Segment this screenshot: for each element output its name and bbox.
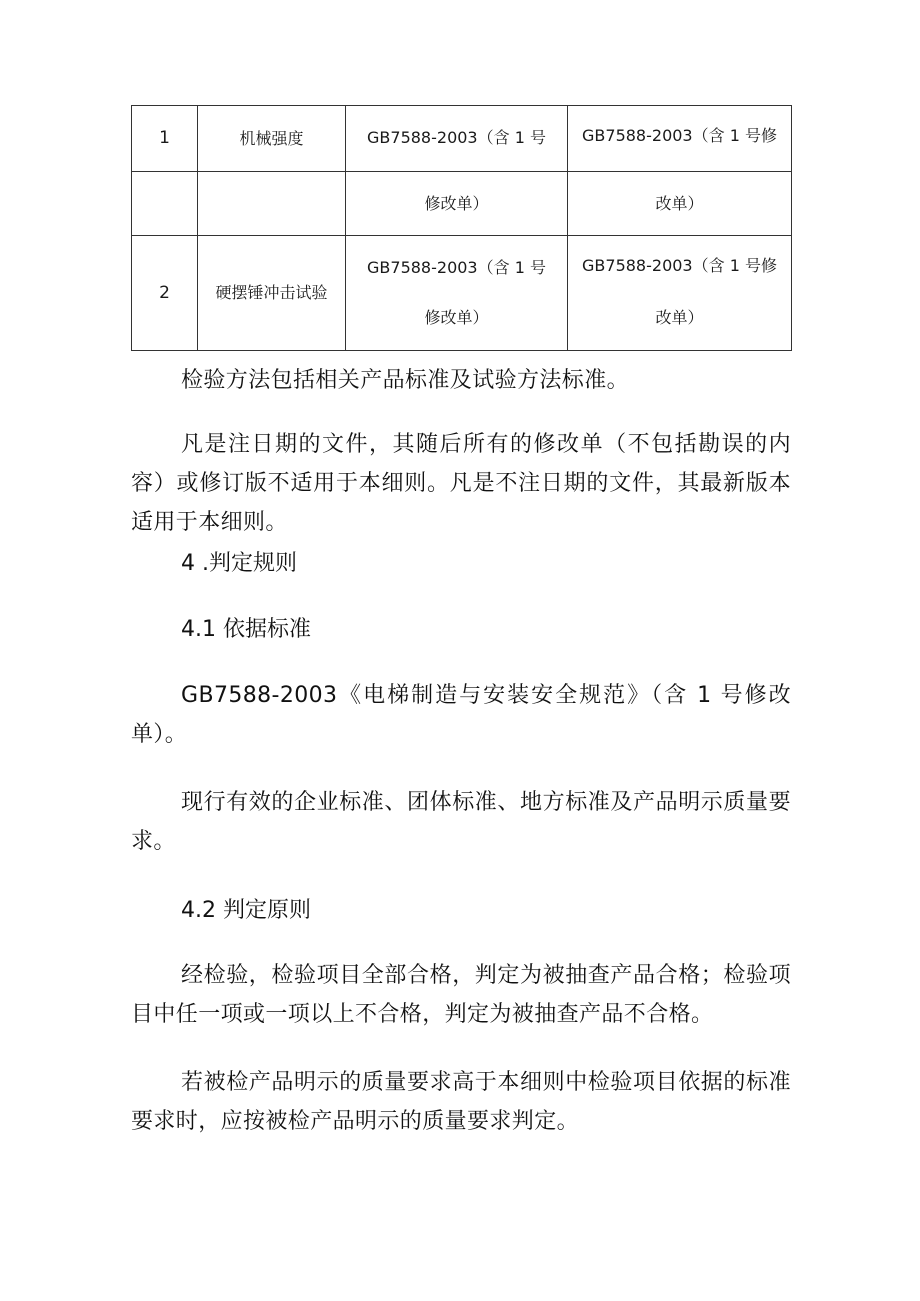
table-cell-no: 2: [132, 236, 198, 351]
basis-text-line2: 改单）: [655, 308, 704, 327]
section-heading-4: 4 .判定规则: [181, 551, 297, 576]
method-text-line1: GB7588-2003（含 1 号: [367, 258, 546, 277]
table-row: [132, 106, 792, 172]
paragraph-dated-documents: 凡是注日期的文件，其随后所有的修改单（不包括勘误的内容）或修订版不适用于本细则。凡是不注日期的文件，其最新版本适用于本细则。: [131, 432, 791, 535]
inspection-items-table: [131, 105, 792, 351]
table-cell-no: [132, 172, 198, 236]
table-cell-basis: [568, 106, 792, 172]
table-row: [132, 172, 792, 236]
paragraph-judgment-principle: 经检验，检验项目全部合格，判定为被抽查产品合格；检验项目中任一项或一项以上不合格，判定为被抽查产品不合格。: [131, 963, 791, 1027]
method-text: 修改单）: [424, 194, 489, 213]
basis-text-line1: GB7588-2003（含 1 号修: [582, 256, 777, 275]
table-cell-no: 1: [132, 106, 198, 172]
paragraph-declared-quality: 若被检产品明示的质量要求高于本细则中检验项目依据的标准要求时，应按被检产品明示的质量要求判定。: [131, 1070, 791, 1134]
method-text: GB7588-2003（含 1 号: [367, 128, 546, 147]
table-cell-basis: [568, 172, 792, 236]
section-heading-4-1: 4.1 依据标准: [181, 617, 311, 642]
table-cell-method: [346, 236, 568, 351]
table-row: [132, 236, 792, 351]
table-cell-item: 硬摆锤冲击试验: [198, 236, 346, 351]
section-heading-4-2: 4.2 判定原则: [181, 898, 311, 923]
basis-text: 改单）: [655, 194, 704, 213]
paragraph-standard-gb7588: GB7588-2003《电梯制造与安装安全规范》（含 1 号修改单）。: [131, 683, 791, 747]
paragraph-current-standards: 现行有效的企业标准、团体标准、地方标准及产品明示质量要求。: [131, 790, 791, 854]
basis-text: GB7588-2003（含 1 号修: [582, 126, 777, 145]
method-text-line2: 修改单）: [424, 308, 489, 327]
table-cell-basis: [568, 236, 792, 351]
table-cell-method: [346, 172, 568, 236]
table-cell-item: 机械强度: [198, 106, 346, 172]
table-cell-item: [198, 172, 346, 236]
paragraph-test-methods: 检验方法包括相关产品标准及试验方法标准。: [181, 368, 630, 393]
table-cell-method: [346, 106, 568, 172]
